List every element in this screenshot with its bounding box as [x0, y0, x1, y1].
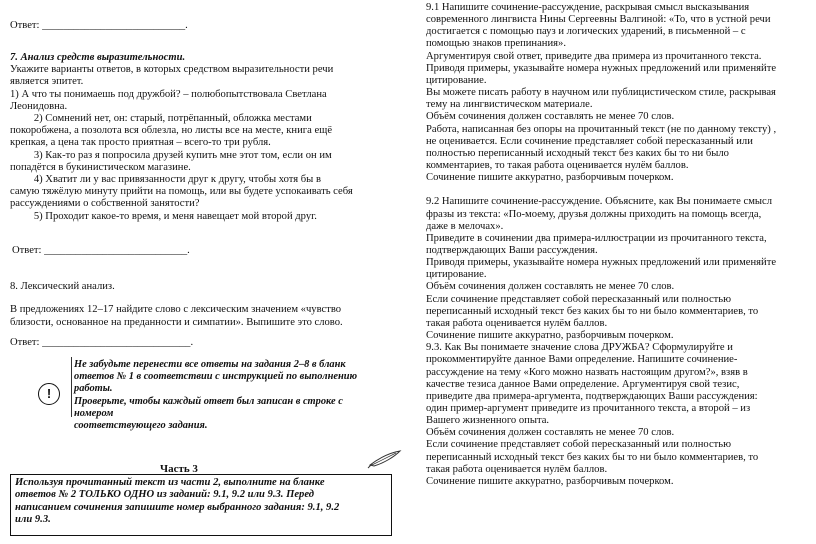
task7-option-line: попадётся в букинистическом магазине.: [10, 162, 191, 173]
essay-task-line: Аргументируя свой ответ, приведите два примера из прочитанного текста.: [426, 50, 762, 62]
essay-task-line: приведите два примера-аргумента, подтверждающих Ваши рассуждения:: [426, 390, 758, 402]
essay-task-line: Вы можете писать работу в научном или публицистическом стиле, раскрывая: [426, 87, 776, 99]
task7-option-line: крепкая, а цена так просто приятная – всего-то три рубля.: [10, 137, 271, 148]
essay-task-line: комментариев, то такая работа оценивается нулём баллов.: [426, 159, 689, 171]
part3-line: написанием сочинения запишите номер выбранного задания: 9.1, 9.2: [15, 501, 340, 513]
essay-task-line: 9.2 Напишите сочинение-рассуждение. Объясните, как Вы понимаете смысл: [426, 196, 773, 208]
task7-option-line: 5) Проходит какое-то время, и меня навещает мой второй друг.: [10, 211, 317, 222]
essay-task-line: помощью знаков препинания».: [426, 38, 566, 50]
task7-prompt-line: Укажите варианты ответов, в которых средством выразительности речи: [10, 64, 334, 75]
essay-task-line: 9.3. Как Вы понимаете значение слова ДРУЖБА? Сформулируйте и: [426, 342, 733, 354]
essay-task-line: современного лингвиста Нины Сергеевны Валгиной: «То, что в устной речи: [426, 14, 771, 26]
part3-line: ответов № 2 ТОЛЬКО ОДНО из заданий: 9.1, 9.2 или 9.3. Перед: [15, 489, 315, 501]
essay-task-line: Приводя примеры, указывайте номера нужных предложений или применяйте: [426, 257, 777, 269]
essay-task-line: Сочинение пишите аккуратно, разборчивым почерком.: [426, 172, 674, 184]
essay-task-line: достигается с помощью пауз и логических ударений, в письменной – с: [426, 26, 746, 38]
reminder-line: ответов № 1 в соответствии с инструкцией по выполнению работы.: [74, 371, 358, 395]
task7-prompt-line: является эпитет.: [10, 76, 84, 87]
essay-task-line: переписанный исходный текст без каких бы то ни было комментариев, то: [426, 451, 759, 463]
essay-task-line: фразы из текста: «По-моему, друзья должны приходить на помощь всегда,: [426, 208, 762, 220]
reminder-line: Не забудьте перенести все ответы на задания 2–8 в бланк: [74, 359, 346, 370]
essay-task-line: цитирование.: [426, 269, 487, 281]
essay-task-line: Приводя примеры, указывайте номера нужных предложений или применяйте: [426, 62, 777, 74]
essay-task-line: Если сочинение представляет собой пересказанный или полностью: [426, 293, 732, 305]
essay-task-line: Если сочинение представляет собой пересказанный или полностью: [426, 439, 732, 451]
part3-line: Используя прочитанный текст из части 2, выполните на бланке: [15, 477, 325, 488]
essay-task-line: полностью переписанный исходный текст без каких бы то ни было: [426, 147, 729, 159]
essay-task-line: Сочинение пишите аккуратно, разборчивым почерком.: [426, 475, 674, 487]
answer-line-top: Ответ: ___________________________.: [10, 20, 188, 31]
note-divider: [71, 357, 72, 417]
task7-option-line: самую тяжёлую минуту прийти на помощь, или вы будете успокаивать себя: [10, 186, 353, 197]
reminder-text: [74, 359, 368, 432]
essay-task-line: рассуждение на тему «Кого можно назвать настоящим другом?», взяв в: [426, 366, 748, 378]
essay-task-line: не оценивается. Если сочинение представляет собой пересказанный или: [426, 135, 753, 147]
task7-option-line: рассуждениями о собственной занятости?: [10, 198, 200, 209]
essay-task-line: Приведите в сочинении два примера-иллюстрации из прочитанного текста,: [426, 232, 767, 244]
exclamation-icon: !: [38, 383, 60, 405]
part3-instructions: [10, 474, 392, 536]
reminder-note: [38, 355, 368, 432]
part3-line: или 9.3.: [15, 513, 51, 525]
reminder-line: соответствующего задания.: [74, 420, 208, 432]
essay-task-line: качестве тезиса данное Вами определение. Аргументируя свой тезис,: [426, 378, 740, 390]
reminder-line: Проверьте, чтобы каждый ответ был записан в строке с номером: [74, 395, 343, 419]
essay-task-line: переписанный исходный текст без каких бы то ни было комментариев, то: [426, 305, 759, 317]
part3-title: Часть 3: [160, 463, 198, 475]
essay-task-line: такая работа оценивается нулём баллов.: [426, 317, 608, 329]
essay-task-line: Объём сочинения должен составлять не менее 70 слов.: [426, 281, 675, 293]
essay-task-line: подтверждающих Ваши рассуждения.: [426, 245, 598, 256]
task7-option-line: Леонидовна.: [10, 101, 68, 112]
essay-task-line: Сочинение пишите аккуратно, разборчивым почерком.: [426, 330, 674, 342]
essay-task-line: Вашего жизненного опыта.: [426, 415, 550, 427]
task7-option-line: 2) Сомнений нет, он: старый, потрёпанный, обложка местами: [10, 113, 312, 124]
task8-answer-line: Ответ: ____________________________.: [10, 337, 194, 348]
essay-task-line: Объём сочинения должен составлять не менее 70 слов.: [426, 111, 675, 123]
task7-option-line: 4) Хватит ли у вас привязанности друг к другу, чтобы хотя бы в: [10, 174, 321, 185]
task8-prompt-line: В предложениях 12–17 найдите слово с лексическим значением «чувство: [10, 304, 342, 315]
task8-prompt-line: близости, основанное на преданности и симпатии». Выпишите это слово.: [10, 317, 343, 328]
task8-title: 8. Лексический анализ.: [10, 281, 115, 292]
task7-answer-line: Ответ: ___________________________.: [12, 245, 190, 256]
essay-task-line: один пример-аргумент приведите из прочитанного текста, а второй – из: [426, 402, 751, 414]
quill-pen-icon: [366, 449, 402, 469]
essay-task-line: Работа, написанная без опоры на прочитанный текст (не по данному тексту) ,: [426, 123, 777, 135]
essay-task-line: прокомментируйте данное Вами определение. Напишите сочинение-: [426, 354, 738, 366]
essay-task-line: даже в мелочах».: [426, 220, 504, 232]
essay-task-line: тему на лингвистическом материале.: [426, 99, 593, 111]
task7-title: 7. Анализ средств выразительности.: [10, 52, 186, 63]
task7-option-line: 3) Как-то раз я попросила друзей купить мне этот том, если он им: [10, 150, 332, 161]
essay-task-line: 9.1 Напишите сочинение-рассуждение, раскрывая смысл высказывания: [426, 2, 750, 13]
task7-option-line: покоробжена, а позолота вся облезла, но листы все на месте, книга ещё: [10, 125, 333, 136]
essay-task-line: Объём сочинения должен составлять не менее 70 слов.: [426, 427, 675, 439]
task7-option-line: 1) А что ты понимаешь под дружбой? – полюбопытствовала Светлана: [10, 89, 327, 100]
essay-task-line: цитирование.: [426, 74, 487, 86]
essay-task-line: такая работа оценивается нулём баллов.: [426, 463, 608, 475]
